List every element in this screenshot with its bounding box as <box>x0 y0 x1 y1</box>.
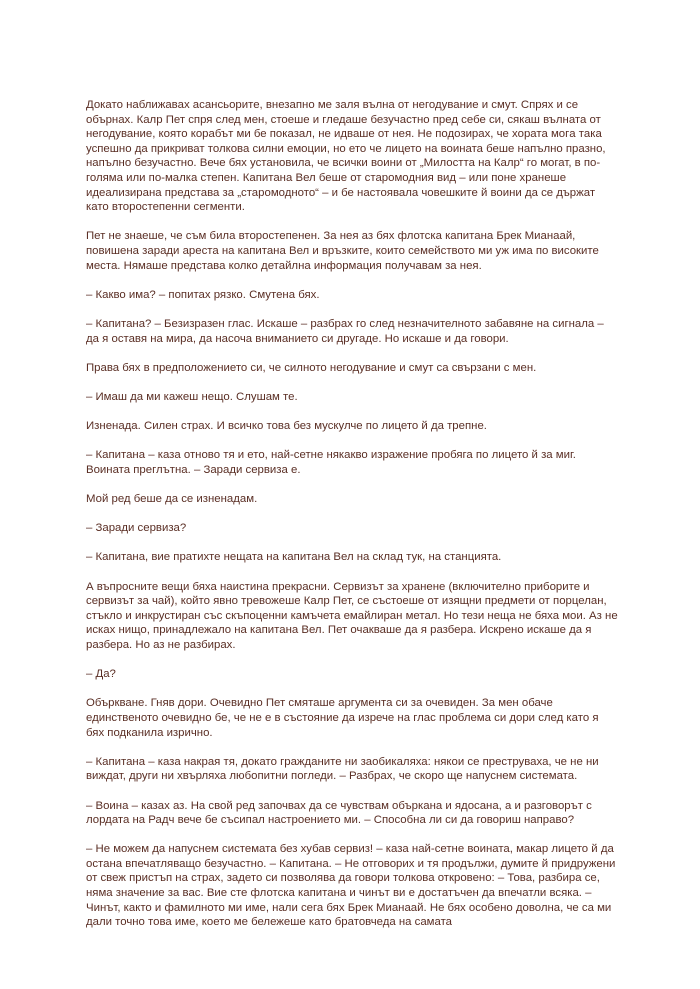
paragraph: Мой ред беше да се изненадам. <box>86 493 258 506</box>
paragraph: А въпросните вещи бяха наистина прекрасни. Сервизът за хранене (включително приборите и сервизът за чай), който явно тревожеше Калр Пет, се състоеше от изящни предмети от порцелан, стъкло и инкрустиран със скъпоценни камъчета емайлиран метал. Но тези неща не бяха мои. Аз не исках нищо, принадлежало на капитана Вел. Пет очакваше да я разбера. Искрено искаше да я разбера. Но аз не разбирах. <box>86 580 618 651</box>
paragraph: – Имаш да ми кажеш нещо. Слушам те. <box>86 390 298 403</box>
paragraph: – Капитана – каза накрая тя, докато гражданите ни заобикаляха: някои се преструваха, че не ни виждат, други ни хвърляха любопитни погледи. – Разбрах, че скоро ще напуснем системата. <box>86 755 599 783</box>
paragraph: – Воина – казах аз. На свой ред започвах да се чувствам объркана и ядосана, а и разговорът с лордата на Радч вече бе съсипал настроението ми. – Способна ли си да говориш направо? <box>86 799 592 827</box>
paragraph: – Капитана – каза отново тя и ето, най-сетне някакво изражение пробяга по лицето й за миг. Воината преглътна. – Заради сервиза е. <box>86 449 576 476</box>
paragraph: Докато наближавах асансьорите, внезапно ме заля вълна от негодувание и смут. Спрях и се обърнах. Калр Пет спря след мен, стоеше и гледаше безучастно пред себе си, сякаш вълната от негодувание, която корабът ми бе показал, не идваше от нея. Не подозирах, че хората могa така успешно да прикриват толкова силни емоции, но ето че лицето на воината беше напълно празно, напълно безучастно. Вече бях установила, че всички воини от „Милостта на Калр“ го могат, в по-голяма или по-малка степен. Капитана Вел беше от старомодния вид – или поне хранеше идеализирана представа за „старомодното“ – и бе настоявала човешките й воини да се държат като второстепенни сегменти. <box>86 99 606 214</box>
paragraph: – Капитана? – Безизразен глас. Искаше – разбрах го след незначителното забавяне на сигнала – да я оставя на мира, да насоча вниманието си другаде. Но искаше и да говори. <box>86 317 604 345</box>
paragraph: Объркване. Гняв дори. Очевидно Пет смяташе аргумента си за очевиден. За мен обаче единственото очевидно бе, че не е в състояние да изрече на глас проблема си дори след като я бях подканила изрично. <box>86 697 599 739</box>
paragraph: – Какво има? – попитах рязко. Смутена бях. <box>86 288 320 301</box>
document-page <box>86 98 618 944</box>
paragraph: Пет не знаеше, че съм била второстепенен. За нея аз бях флотска капитана Брек Мианаай, повишена заради ареста на капитана Вел и връзките, които семейството ми уж има по високите места. Нямаше представа колко детайлна информация получавам за нея. <box>86 230 599 272</box>
paragraph: Права бях в предположението си, че силното негодувание и смут са свързани с мен. <box>86 361 537 374</box>
paragraph: Изненада. Силен страх. И всичко това без мускулче по лицето й да трепне. <box>86 420 487 433</box>
paragraph: – Да? <box>86 668 116 681</box>
paragraph: – Не можем да напуснем системата без хубав сервиз! – каза най-сетне воината, макар лицето й да остана впечатляващо безучастно. – Капитана. – Не отговорих и тя продължи, думите й придружени от свеж пристъп на страх, задето си позволява да говори толкова откровено: – Това, разбира се, няма значение за вас. Вие сте флотска капитана и чинът ви е достатъчен да впечатли всяка. – Чинът, както и фамилното ми име, нали сега бях Брек Мианаай. Не бях особено доволна, че са ми дали точно това име, което ме бележеше като братовчеда на самата <box>86 843 616 929</box>
paragraph: – Капитана, вие пратихте нещата на капитана Вел на склад тук, на станцията. <box>86 551 502 564</box>
paragraph: – Заради сервиза? <box>86 522 187 535</box>
